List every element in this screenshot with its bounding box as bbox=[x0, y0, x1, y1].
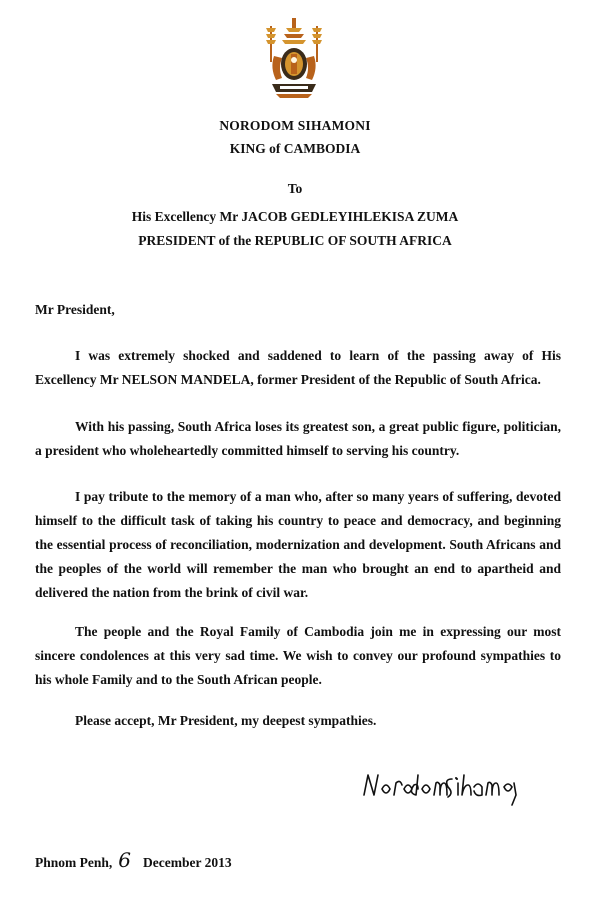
body-paragraph: The people and the Royal Family of Cambodia join me in expressing our most sincere condolences at this very sad time. We wish to convey our profound sympathies to his whole Family and to the South African people. bbox=[35, 624, 561, 687]
sender-name: NORODOM SIHAMONI bbox=[219, 118, 371, 133]
date-day: 6 bbox=[118, 848, 131, 872]
date-month-year: December 2013 bbox=[143, 855, 232, 870]
recipient-title: PRESIDENT of the REPUBLIC OF SOUTH AFRICA bbox=[138, 233, 452, 248]
place-label: Phnom Penh, bbox=[35, 855, 113, 870]
closing-sentence: Please accept, Mr President, my deepest sympathies. bbox=[75, 713, 377, 728]
salutation: Mr President, bbox=[35, 302, 115, 317]
place-and-date bbox=[35, 848, 232, 875]
body-paragraph: With his passing, South Africa loses its greatest son, a great public figure, politician, a president who wholeheartedly committed himself to serving his country. bbox=[35, 419, 561, 458]
royal-arms-of-cambodia-icon bbox=[262, 16, 326, 100]
body-paragraph: I was extremely shocked and saddened to learn of the passing away of His Excellency Mr NELSON MANDELA, former President of the Republic of South Africa. bbox=[35, 348, 561, 387]
body-paragraph: I pay tribute to the memory of a man who, after so many years of suffering, devoted himself to the difficult task of taking his country to peace and democracy, and beginning the essential process of reconciliation, modernization and development. South Africans and the peoples of the world will remember the man who brought an end to apartheid and delivered the nation from the brink of civil war. bbox=[35, 489, 561, 600]
sender-title: KING of CAMBODIA bbox=[229, 141, 361, 156]
to-label: To bbox=[287, 181, 303, 196]
recipient-name: His Excellency Mr JACOB GEDLEYIHLEKISA ZUMA bbox=[131, 209, 459, 224]
handwritten-signature bbox=[360, 765, 520, 807]
